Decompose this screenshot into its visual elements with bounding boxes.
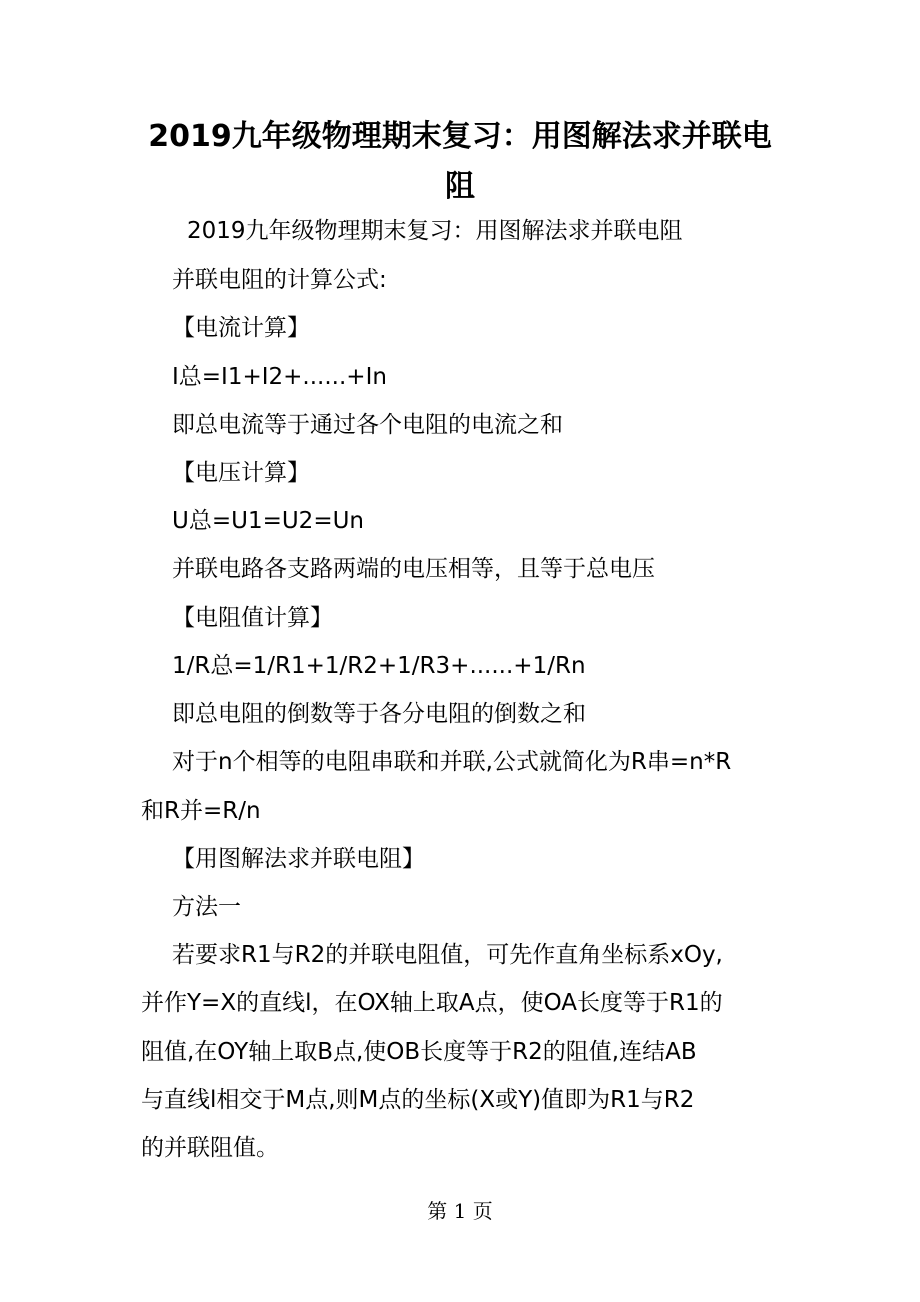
resistance-description: 即总电阻的倒数等于各分电阻的倒数之和 (172, 701, 586, 727)
current-description: 即总电流等于通过各个电阻的电流之和 (172, 412, 563, 438)
method-text-line-4: 与直线l相交于M点,则M点的坐标(X或Y)值即为R1与R2 (141, 1087, 695, 1113)
title-line-1: 2019九年级物理期末复习：用图解法求并联电 (148, 119, 772, 154)
equal-resistor-line-2: 和R并=R/n (141, 798, 261, 824)
subtitle: 2019九年级物理期末复习：用图解法求并联电阻 (187, 218, 683, 244)
voltage-heading: 【电压计算】 (172, 460, 310, 486)
equal-resistor-line-1: 对于n个相等的电阻串联和并联,公式就简化为R串=n*R (172, 749, 732, 775)
current-formula: I总=I1+I2+......+In (172, 364, 387, 390)
intro-text: 并联电阻的计算公式: (172, 267, 387, 293)
current-heading: 【电流计算】 (172, 315, 310, 341)
method-one-label: 方法一 (172, 894, 241, 920)
voltage-formula: U总=U1=U2=Un (172, 508, 364, 534)
method-text-line-3: 阻值,在OY轴上取B点,使OB长度等于R2的阻值,连结AB (141, 1039, 697, 1065)
method-text-line-2: 并作Y=X的直线l，在OX轴上取A点，使OA长度等于R1的 (141, 990, 723, 1016)
title-line-2: 阻 (445, 169, 475, 204)
page-number: 第 1 页 (427, 1199, 493, 1223)
document-title (140, 112, 780, 212)
resistance-heading: 【电阻值计算】 (172, 605, 333, 631)
method-text-line-1: 若要求R1与R2的并联电阻值，可先作直角坐标系xOy, (172, 942, 723, 968)
resistance-formula: 1/R总=1/R1+1/R2+1/R3+......+1/Rn (172, 653, 586, 679)
graphic-method-heading: 【用图解法求并联电阻】 (172, 846, 425, 872)
method-text-line-5: 的并联阻值。 (141, 1135, 279, 1161)
voltage-description: 并联电路各支路两端的电压相等，且等于总电压 (172, 556, 655, 582)
